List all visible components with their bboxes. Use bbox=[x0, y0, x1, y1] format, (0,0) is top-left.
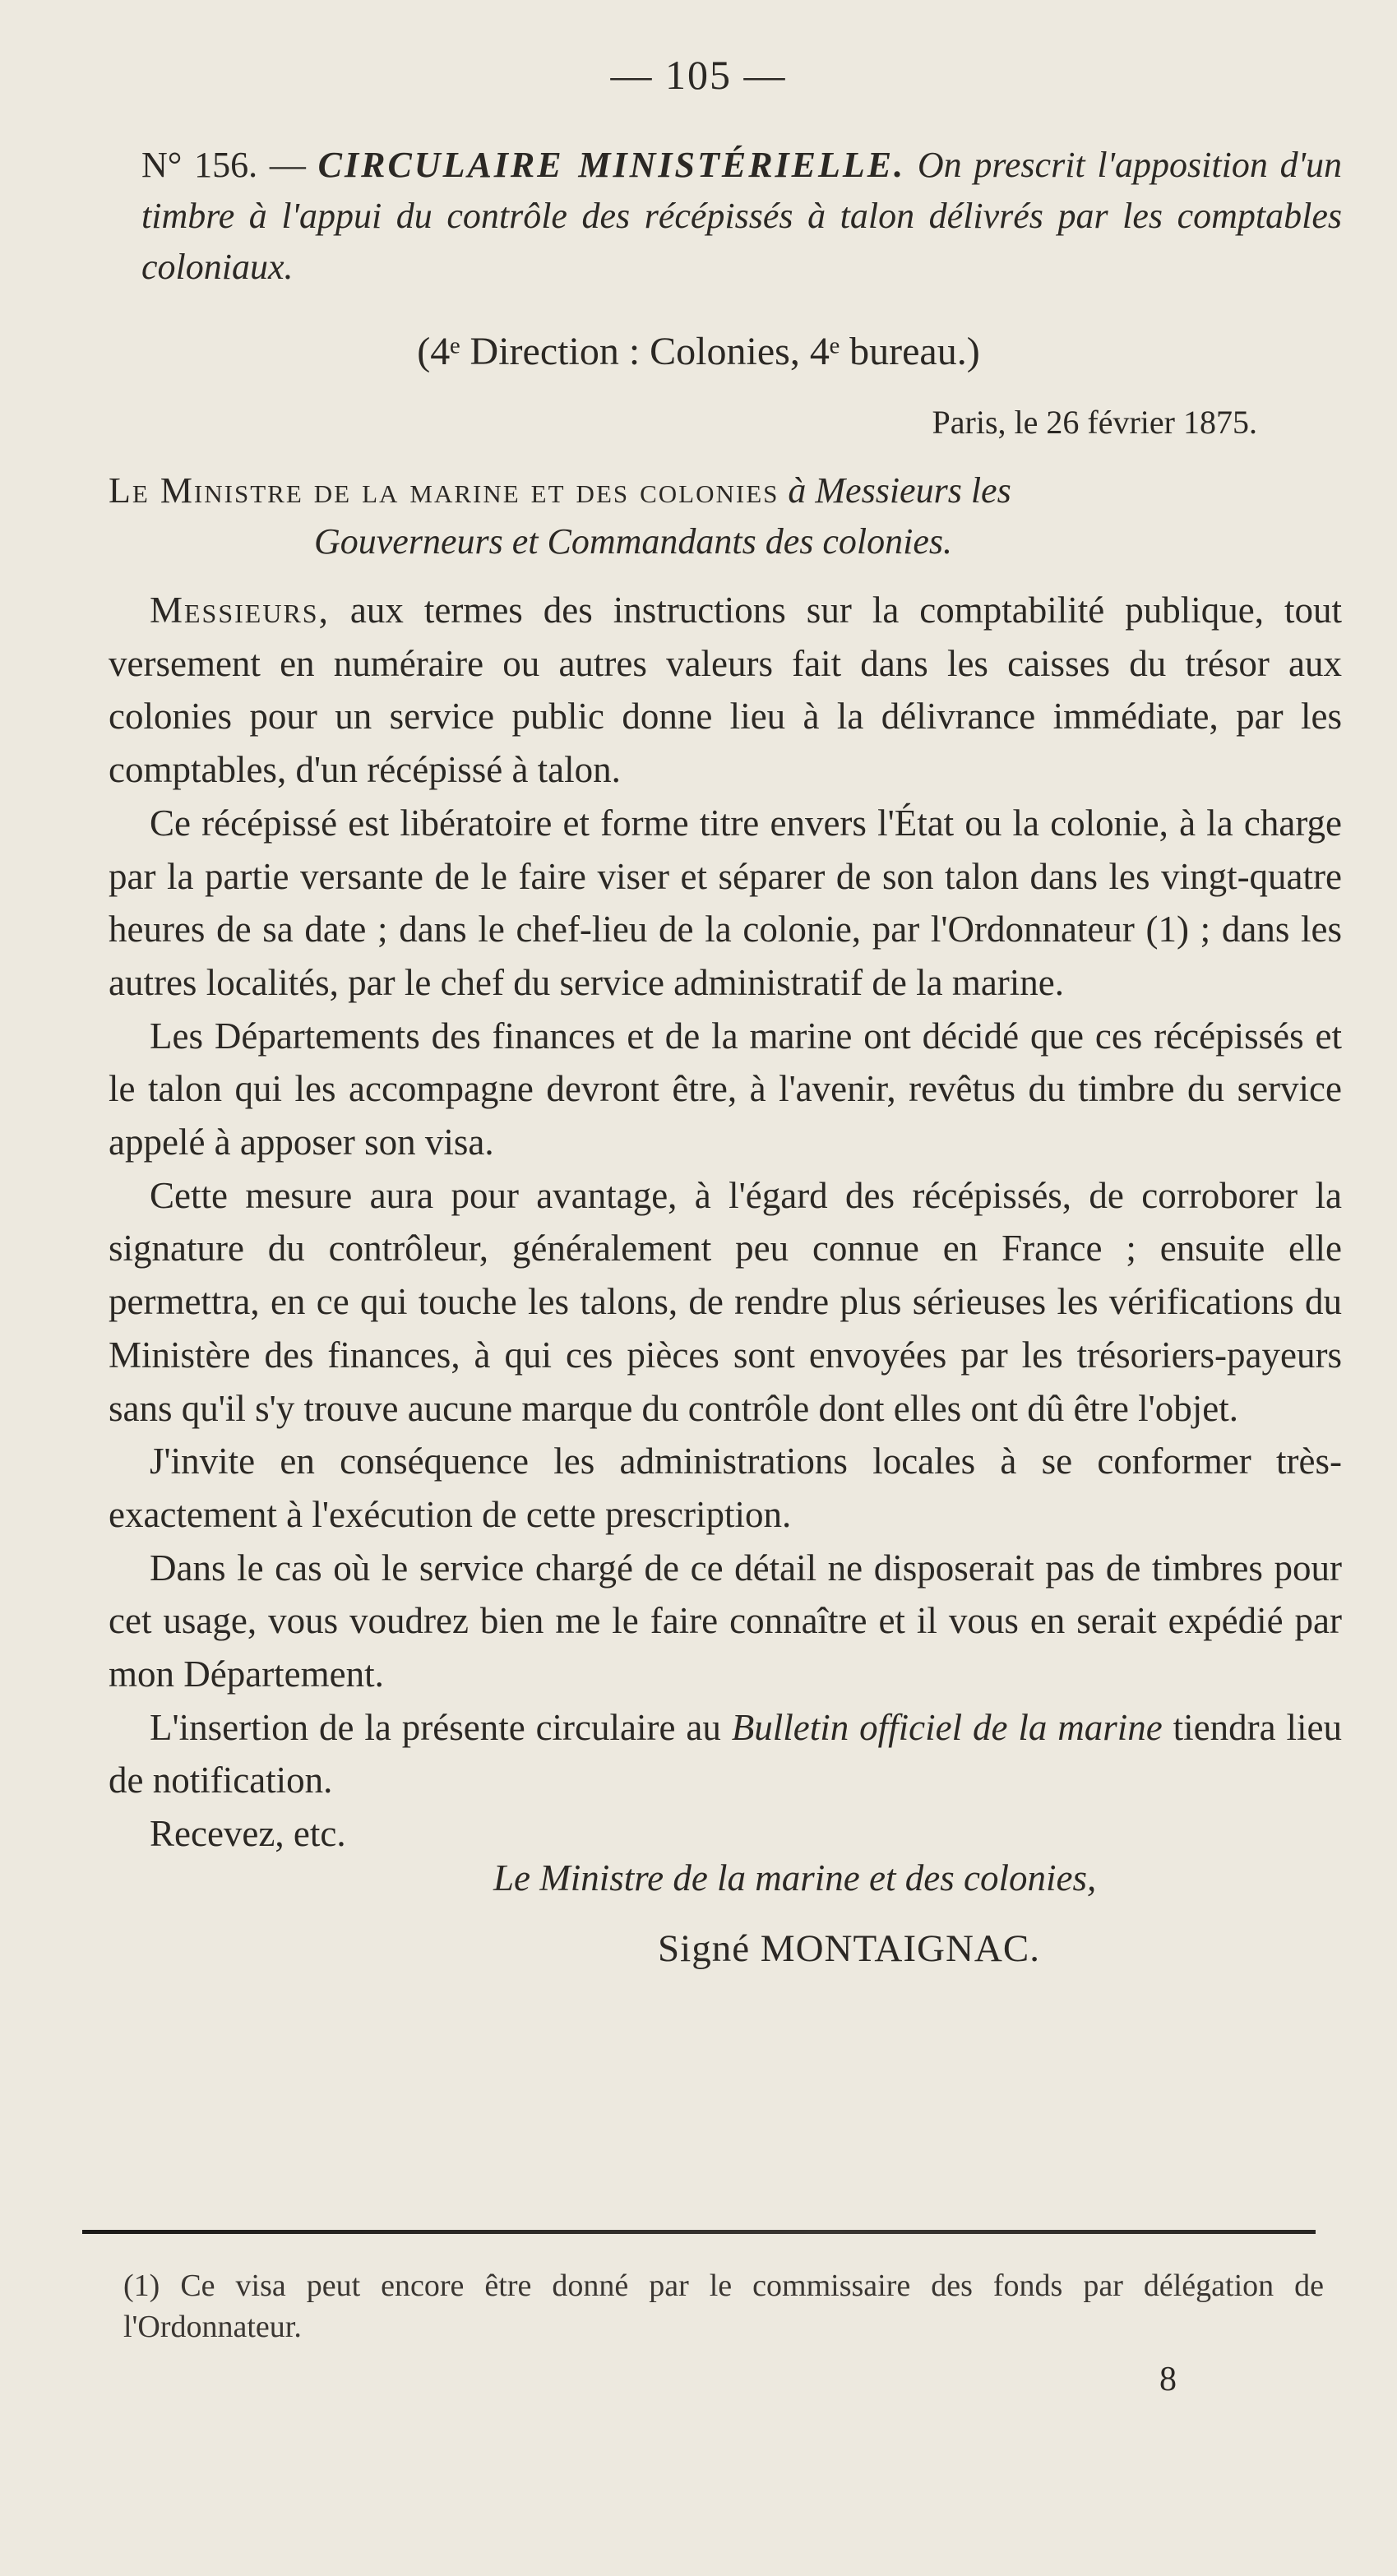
paragraph-7-start: L'insertion de la présente circulaire au bbox=[150, 1706, 732, 1748]
footnote bbox=[82, 2265, 1324, 2347]
circular-body bbox=[109, 584, 1342, 1861]
paragraph-1-text: aux termes des instructions sur la comptabilité publique, tout versement en numéraire ou autres valeurs fait dans les caisses du trésor aux colonies pour un service public donne lieu à la délivrance immédiate, par les comptables, d'un récépissé à talon. bbox=[109, 590, 1342, 791]
footnote-text: Ce visa peut encore être donné par le commissaire des fonds par délégation de l'Ordonnateur. bbox=[123, 2268, 1324, 2344]
dateline: Paris, le 26 février 1875. bbox=[932, 404, 1257, 441]
circular-description: On prescrit l'apposition d'un timbre à l'appui du contrôle des récépissés à talon délivrés par les comptables coloniaux. bbox=[141, 145, 1342, 287]
paragraph-6: Dans le cas où le service chargé de ce détail ne disposerait pas de timbres pour cet usage, vous voudrez bien me le faire connaître et il vous en serait expédié par mon Département. bbox=[109, 1547, 1342, 1695]
direction-line: (4ᵉ Direction : Colonies, 4ᵉ bureau.) bbox=[417, 330, 980, 373]
paragraph-4: Cette mesure aura pour avantage, à l'égard des récépissés, de corroborer la signature du contrôleur, généralement peu connue en France ; ensuite elle permettra, en ce qui touche les talons, de rendre plus sérieuses les vérifications du Ministère des finances, à qui ces pièces sont envoyées par les trésoriers-payeurs sans qu'il s'y trouve aucune marque du contrôle dont elles ont dû être l'objet. bbox=[109, 1174, 1342, 1429]
paragraph-5: J'invite en conséquence les administrations locales à se conformer très-exactement à l'exécution de cette prescription. bbox=[109, 1441, 1342, 1535]
paragraph-8: Recevez, etc. bbox=[150, 1813, 346, 1855]
bulletin-reference: Bulletin officiel de la marine bbox=[731, 1706, 1163, 1748]
footnote-content bbox=[82, 2265, 1324, 2347]
signatory-title: Le Ministre de la marine et des colonies, bbox=[493, 1857, 1097, 1898]
paragraph-1 bbox=[109, 584, 1342, 797]
circular-number: N° 156. — bbox=[141, 145, 306, 185]
recipient-start: à Messieurs les bbox=[788, 470, 1011, 511]
paragraph-3: Les Départements des finances et de la marine ont décidé que ces récépissés et le talon qui les accompagne devront être, à l'avenir, revêtus du timbre du service appelé à apposer son visa. bbox=[109, 1015, 1342, 1163]
addressee-block bbox=[109, 465, 1342, 567]
salutation: Messieurs, bbox=[150, 590, 330, 631]
paragraph-7 bbox=[109, 1701, 1342, 1807]
footnote-marker: (1) bbox=[123, 2268, 160, 2303]
circular-heading bbox=[141, 140, 1342, 293]
circular-title: CIRCULAIRE MINISTÉRIELLE. bbox=[317, 145, 906, 185]
signature-mark: 8 bbox=[1159, 2361, 1177, 2398]
recipient-end: Gouverneurs et Commandants des colonies. bbox=[314, 521, 953, 562]
footnote-divider bbox=[82, 2230, 1316, 2234]
sender: Le Ministre de la marine et des colonies bbox=[109, 470, 779, 511]
paragraph-7-end: tiendra lieu de notification. bbox=[109, 1706, 1342, 1801]
paragraph-2: Ce récépissé est libératoire et forme titre envers l'État ou la colonie, à la charge par la partie versante de le faire viser et séparer de son talon dans les vingt-quatre heures de sa date ; dans le chef-lieu de la colonie, par l'Ordonnateur (1) ; dans les autres localités, par le chef du service administratif de la marine. bbox=[109, 802, 1342, 1003]
signatory-name: Signé MONTAIGNAC. bbox=[658, 1927, 1040, 1970]
page-number: — 105 — bbox=[610, 52, 787, 98]
